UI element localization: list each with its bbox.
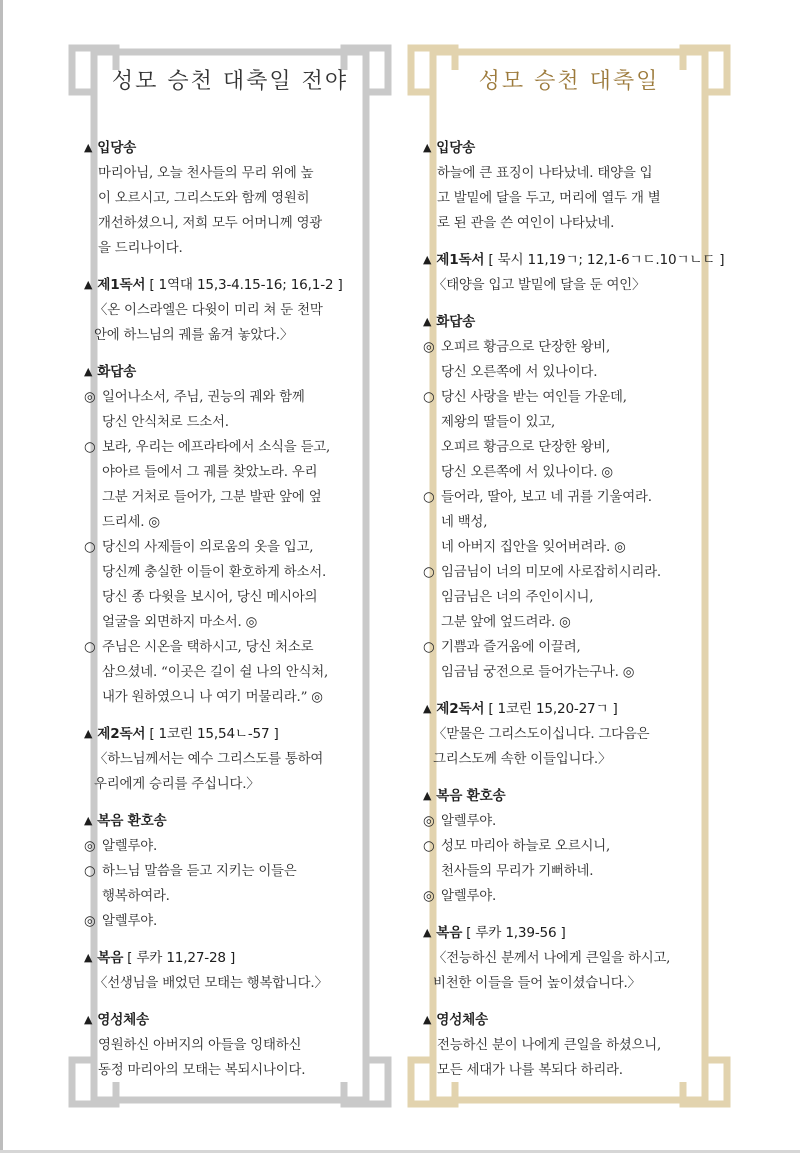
scripture-reference: [ 루카 1,39-56 ] [466, 925, 566, 941]
verse-marker: ◎ [423, 340, 435, 355]
section-heading [423, 136, 715, 161]
psalm-verse [84, 385, 376, 435]
section [423, 1008, 715, 1083]
section-title: 복음 [436, 925, 463, 941]
antiphon-text: 하늘에 큰 표징이 나타났네. 태양을 입 고 발밑에 달을 두고, 머리에 열두 개 별 로 된 관을 쓴 여인이 나타났네. [437, 166, 661, 231]
verse-marker: ○ [423, 839, 435, 854]
verse-marker: ○ [423, 390, 435, 405]
section-title: 복음 환호송 [97, 813, 167, 829]
triangle-icon: ▲ [423, 702, 432, 715]
verse-text: 기쁨과 즐거움에 이끌려, 임금님 궁전으로 들어가는구나. ◎ [441, 640, 635, 680]
section-heading [423, 784, 715, 809]
psalm-verse [84, 435, 376, 535]
scripture-reference: [ 1코린 15,54ㄴ-57 ] [149, 726, 279, 742]
liturgy-content [84, 136, 376, 1095]
section [84, 1008, 376, 1083]
verse-text: 당신의 사제들이 의로움의 옷을 입고, 당신께 충실한 이들이 환호하게 하소서. 당신 종 다윗을 보시어, 당신 메시아의 얼굴을 외면하지 마소서. ◎ [102, 540, 327, 630]
section-title: 입당송 [436, 140, 476, 156]
triangle-icon: ▲ [84, 365, 93, 378]
triangle-icon: ▲ [423, 141, 432, 154]
page-title: 성모 승천 대축일 전야 [111, 69, 349, 94]
section-heading [84, 809, 376, 834]
section-title: 영성체송 [97, 1012, 149, 1028]
verse-text: 주님은 시온을 택하시고, 당신 처소로 삼으셨네. “이곳은 길이 쉴 나의 안식처, 내가 원하였으니 나 여기 머물리라.” ◎ [102, 640, 329, 705]
verse-text: 보라, 우리는 에프라타에서 소식을 듣고, 야아르 들에서 그 궤를 찾았노라. 우리 그분 거처로 들어가, 그분 발판 앞에 엎 드리세. ◎ [102, 440, 331, 530]
reading-summary: 〈온 이스라엘은 다윗이 미리 쳐 둔 천막 안에 하느님의 궤를 옮겨 놓았다.〉 [94, 303, 323, 343]
verse-text: 성모 마리아 하늘로 오르시니, 천사들의 무리가 기뻐하네. [441, 839, 611, 879]
section [423, 248, 725, 298]
verse-text: 오피르 황금으로 단장한 왕비, 당신 오른쪽에 서 있나이다. [441, 340, 611, 380]
section-heading [84, 360, 376, 385]
verse-marker: ○ [84, 864, 96, 879]
antiphon-text: 전능하신 분이 나에게 큰일을 하셨으니, 모든 세대가 나를 복되다 하리라. [437, 1038, 662, 1078]
scripture-reference: [ 루카 11,27-28 ] [127, 950, 236, 966]
verse-text: 일어나소서, 주님, 권능의 궤와 함께 당신 안식처로 드소서. [102, 390, 305, 430]
triangle-icon: ▲ [84, 727, 93, 740]
section-heading [423, 921, 715, 946]
panel-vigil [66, 42, 394, 1110]
verse-marker: ○ [423, 640, 435, 655]
scripture-reference: [ 1역대 15,3-4.15-16; 16,1-2 ] [149, 277, 343, 293]
verse-text: 알렐루야. [441, 814, 496, 829]
section-title: 화답송 [436, 314, 476, 330]
section [423, 697, 715, 772]
section [84, 273, 376, 348]
reading-summary: 〈전능하신 분께서 나에게 큰일을 하시고, 비천한 이들을 들어 높이셨습니다.〉 [433, 951, 671, 991]
psalm-verse [423, 335, 715, 385]
verse-marker: ◎ [84, 914, 96, 929]
section-title: 제2독서 [97, 726, 146, 742]
verse-text: 임금님이 너의 미모에 사로잡히시리라. 임금님은 너의 주인이시니, 그분 앞에 엎드려라. ◎ [441, 565, 661, 630]
reading-summary: 〈맏물은 그리스도이십니다. 그다음은 그리스도께 속한 이들입니다.〉 [433, 727, 650, 767]
section-title: 화답송 [97, 364, 137, 380]
section-title: 입당송 [97, 140, 137, 156]
antiphon-text: 영원하신 아버지의 아들을 잉태하신 동정 마리아의 모태는 복되시나이다. [98, 1038, 306, 1078]
triangle-icon: ▲ [84, 141, 93, 154]
section-heading [423, 1008, 715, 1033]
psalm-verse [423, 834, 715, 884]
page-edge [0, 0, 3, 1153]
verse-marker: ○ [84, 440, 96, 455]
verse-marker: ◎ [423, 814, 435, 829]
section [423, 784, 715, 909]
verse-marker: ○ [423, 565, 435, 580]
section-title: 영성체송 [436, 1012, 488, 1028]
section-heading [423, 697, 715, 722]
psalm-verse [423, 485, 715, 560]
verse-marker: ◎ [423, 889, 435, 904]
section [423, 136, 715, 236]
psalm-verse [84, 909, 376, 934]
verse-marker: ◎ [84, 390, 96, 405]
panel-solemnity [405, 42, 733, 1110]
psalm-verse [84, 635, 376, 710]
section [84, 809, 376, 934]
psalm-verse [84, 834, 376, 859]
psalm-verse [84, 535, 376, 635]
psalm-verse [423, 884, 715, 909]
antiphon-text: 마리아님, 오늘 천사들의 무리 위에 높 이 오르시고, 그리스도와 함께 영원히 개선하셨으니, 저희 모두 어머니께 영광 을 드리나이다. [98, 166, 323, 256]
section-heading [423, 248, 725, 273]
section-title: 제1독서 [97, 277, 146, 293]
triangle-icon: ▲ [423, 789, 432, 802]
triangle-icon: ▲ [423, 1013, 432, 1026]
section [84, 722, 376, 797]
verse-text: 알렐루야. [102, 839, 157, 854]
triangle-icon: ▲ [84, 1013, 93, 1026]
section-heading [84, 946, 376, 971]
scripture-reference: [ 1코린 15,20-27ㄱ ] [488, 701, 618, 717]
section [423, 921, 715, 996]
section-heading [84, 722, 376, 747]
verse-text: 당신 사랑을 받는 여인들 가운데, 제왕의 딸들이 있고, 오피르 황금으로 단장한 왕비, 당신 오른쪽에 서 있나이다. ◎ [441, 390, 627, 480]
triangle-icon: ▲ [84, 814, 93, 827]
reading-summary: 〈선생님을 배었던 모태는 행복합니다.〉 [94, 976, 328, 991]
reading-summary: 〈하느님께서는 예수 그리스도를 통하여 우리에게 승리를 주십니다.〉 [94, 752, 324, 792]
section-heading [84, 1008, 376, 1033]
triangle-icon: ▲ [423, 253, 432, 266]
section-title: 복음 환호송 [436, 788, 506, 804]
verse-marker: ○ [84, 540, 96, 555]
verse-text: 들어라, 딸아, 보고 네 귀를 기울여라. 네 백성, 네 아버지 집안을 잊어버려라. ◎ [441, 490, 652, 555]
section-heading [84, 136, 376, 161]
verse-text: 하느님 말씀을 듣고 지키는 이들은 행복하여라. [102, 864, 297, 904]
section-heading [84, 273, 376, 298]
psalm-verse [423, 635, 715, 685]
psalm-verse [423, 809, 715, 834]
scripture-reference: [ 묵시 11,19ㄱ; 12,1-6ㄱㄷ.10ㄱㄴㄷ ] [488, 252, 725, 268]
section [84, 360, 376, 710]
psalm-verse [423, 385, 715, 485]
verse-text: 알렐루야. [441, 889, 496, 904]
triangle-icon: ▲ [84, 951, 93, 964]
section-title: 복음 [97, 950, 124, 966]
triangle-icon: ▲ [423, 315, 432, 328]
verse-text: 알렐루야. [102, 914, 157, 929]
reading-summary: 〈태양을 입고 발밑에 달을 둔 여인〉 [433, 278, 646, 293]
section [84, 946, 376, 996]
section-heading [423, 310, 715, 335]
verse-marker: ◎ [84, 839, 96, 854]
section [423, 310, 715, 685]
section [84, 136, 376, 261]
triangle-icon: ▲ [84, 278, 93, 291]
triangle-icon: ▲ [423, 926, 432, 939]
verse-marker: ○ [423, 490, 435, 505]
verse-marker: ○ [84, 640, 96, 655]
section-title: 제1독서 [436, 252, 485, 268]
section-title: 제2독서 [436, 701, 485, 717]
psalm-verse [84, 859, 376, 909]
liturgy-content [423, 136, 725, 1095]
psalm-verse [423, 560, 715, 635]
page-title: 성모 승천 대축일 [478, 69, 660, 94]
